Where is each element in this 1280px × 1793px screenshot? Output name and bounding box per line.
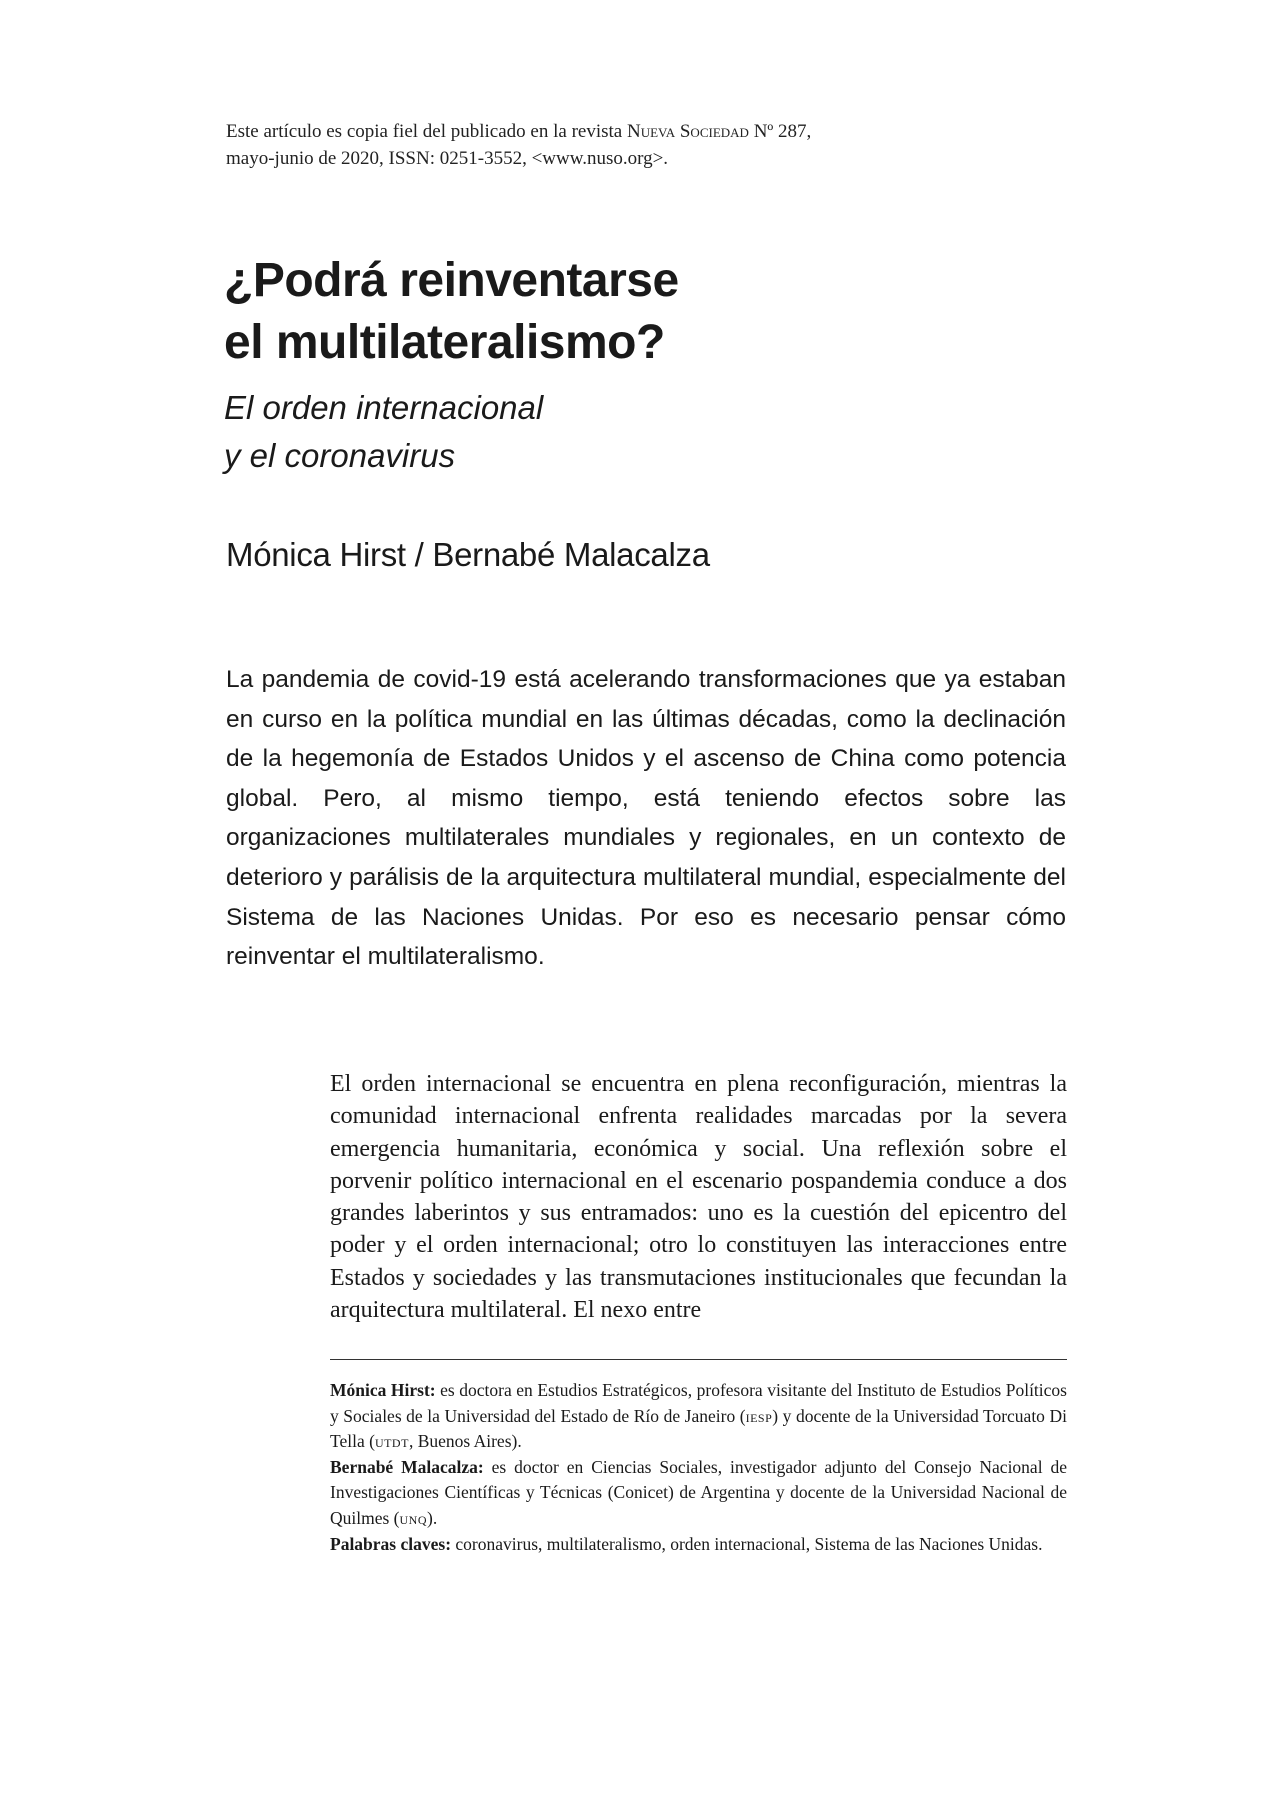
- article-body-paragraph: El orden internacional se encuentra en plena reconfiguración, mientras la comunidad internacional enfrenta realidades marcadas por la severa emergencia humanitaria, económica y social. Una reflexión sobre el porvenir político internacional en el escenario pospandemia conduce a dos grandes laberintos y sus entramados: uno es la cuestión del epicentro del poder y el orden internacional; otro lo constituyen las interacciones entre Estados y sociedades y las transmutaciones institucionales que fecundan la arquitectura multilateral. El nexo entre: [330, 1071, 1067, 1324]
- journal-name: Nueva Sociedad: [626, 121, 749, 142]
- notice-line1-before: Este artículo es copia fiel del publicado en la revista: [226, 121, 627, 142]
- author-footnotes: [330, 1378, 1067, 1557]
- footnote-divider: [330, 1359, 1067, 1360]
- publication-notice: [226, 118, 926, 172]
- footnote-hirst: [330, 1378, 1067, 1455]
- article-title: [224, 250, 1024, 374]
- footnote-malacalza-text-1: es doctor en Ciencias Sociales, investigador adjunto del Consejo Nacional de Investigaciones Científicas y Técnicas (Conicet) de Argentina y docente de la Universidad Nacional de Quilmes (: [330, 1456, 1067, 1528]
- footnote-keywords: [330, 1532, 1067, 1558]
- footnote-malacalza-name: Bernabé Malacalza:: [330, 1456, 484, 1477]
- notice-line1-after: Nº 287,: [748, 121, 812, 142]
- article-abstract: La pandemia de covid-19 está acelerando transformaciones que ya estaban en curso en la política mundial en las últimas décadas, como la declinación de la hegemonía de Estados Unidos y el ascenso de China como potencia global. Pero, al mismo tiempo, está teniendo efectos sobre las organizaciones multilaterales mundiales y regionales, en un contexto de deterioro y parálisis de la arquitectura multilateral mundial, especialmente del Sistema de las Naciones Unidas. Por eso es necesario pensar cómo reinventar el multilateralismo.: [226, 666, 1066, 971]
- title-line2: el multilateralismo?: [224, 316, 665, 369]
- footnote-hirst-abbr-utdt: utdt: [374, 1431, 409, 1452]
- footnote-hirst-abbr-iesp: iesp: [745, 1405, 773, 1426]
- article-authors: Mónica Hirst / Bernabé Malacalza: [226, 536, 710, 573]
- footnote-hirst-text-2: ) y docente de la Universidad Torcuato Di Tella (: [330, 1405, 1067, 1452]
- footnote-hirst-text-1: es doctora en Estudios Estratégicos, profesora visitante del Instituto de Estudios Políticos y Sociales de la Universidad del Estado de Río de Janeiro (: [330, 1380, 1067, 1426]
- article-subtitle: [224, 384, 1024, 480]
- notice-line2: mayo-junio de 2020, ISSN: 0251-3552, <www.nuso.org>.: [226, 148, 669, 169]
- keywords-text: coronavirus, multilateralismo, orden internacional, Sistema de las Naciones Unidas.: [451, 1533, 1043, 1554]
- footnote-hirst-text-3: , Buenos Aires).: [408, 1431, 522, 1452]
- footnote-malacalza-text-2: ).: [427, 1507, 438, 1528]
- keywords-label: Palabras claves:: [330, 1533, 452, 1554]
- subtitle-line1: El orden internacional: [224, 389, 544, 426]
- subtitle-line2: y el coronavirus: [224, 437, 456, 474]
- footnote-hirst-name: Mónica Hirst:: [330, 1380, 436, 1400]
- footnote-malacalza-abbr-unq: unq: [399, 1507, 428, 1528]
- title-line1: ¿Podrá reinventarse: [224, 254, 679, 307]
- footnote-malacalza: [330, 1455, 1067, 1532]
